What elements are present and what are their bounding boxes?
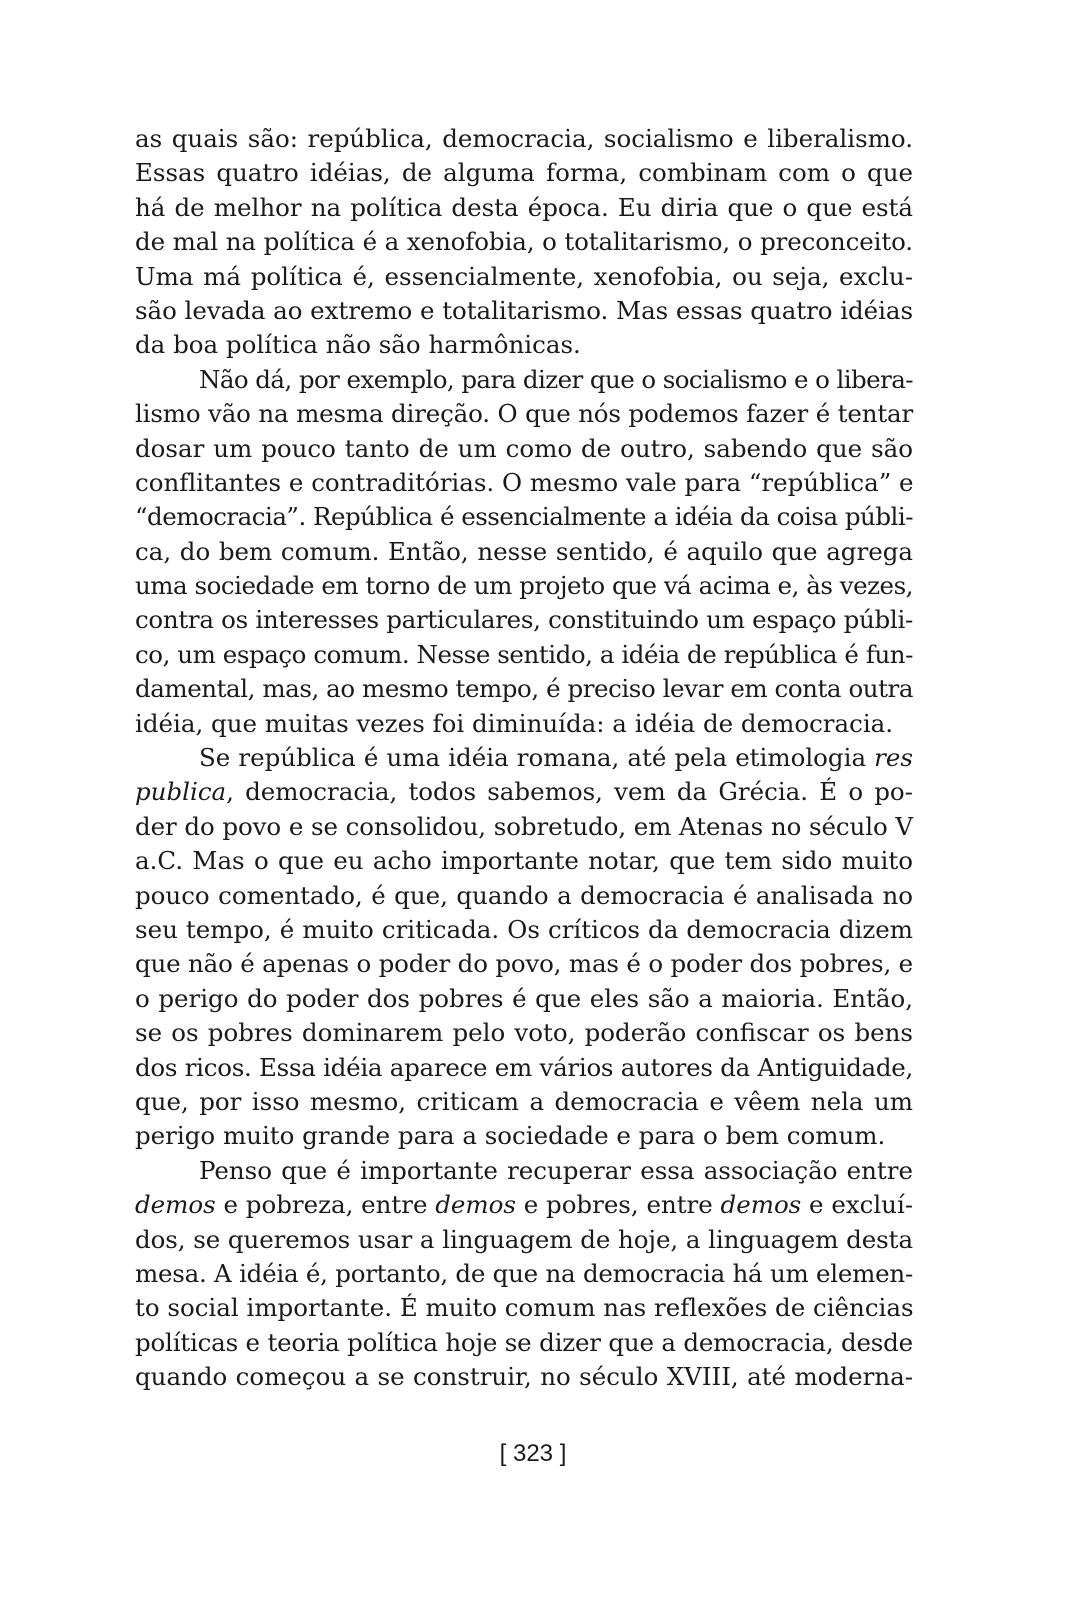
text-line: mesa. A idéia é, portanto, de que na democracia há um elemen- [135,1258,913,1288]
text-line: publica, democracia, todos sabemos, vem da Grécia. É o po- [135,777,913,807]
text-line: dos, se queremos usar a linguagem de hoje, a linguagem desta [135,1224,913,1254]
text-line: conflitantes e contraditórias. O mesmo vale para “república” e [135,467,914,497]
text-line: dosar um pouco tanto de um como de outro, sabendo que são [135,433,913,463]
text-line: quando começou a se construir, no século XVIII, até moderna- [135,1362,913,1392]
text-line: Essas quatro idéias, de alguma forma, combinam com o que [135,158,913,188]
text-line: políticas e teoria política hoje se dizer que a democracia, desde [135,1327,913,1357]
text-line: “democracia”. República é essencialmente a idéia da coisa públi- [135,502,913,532]
text-line: se os pobres dominarem pelo voto, poderão confiscar os bens [135,1018,913,1048]
text-line: perigo muito grande para a sociedade e para o bem comum. [135,1121,886,1151]
text-line: de mal na política é a xenofobia, o totalitarismo, o preconceito. [135,227,913,257]
text-line: Penso que é importante recuperar essa associação entre [199,1155,913,1185]
text-line: seu tempo, é muito criticada. Os críticos da democracia dizem [135,914,913,944]
text-line: ca, do bem comum. Então, nesse sentido, é aquilo que agrega [135,536,913,566]
text-line: que, por isso mesmo, criticam a democracia e vêem nela um [135,1086,913,1116]
text-line: idéia, que muitas vezes foi diminuída: a idéia de democracia. [135,708,894,738]
text-line: o perigo do poder dos pobres é que eles são a maioria. Então, [135,983,913,1013]
text-line: Se república é uma idéia romana, até pela etimologia res [199,743,913,773]
text-line: são levada ao extremo e totalitarismo. Mas essas quatro idéias [135,295,913,325]
text-line: damental, mas, ao mesmo tempo, é preciso levar em conta outra [135,674,913,704]
text-line: a.C. Mas o que eu acho importante notar, que tem sido muito [135,846,913,876]
text-line: pouco comentado, é que, quando a democracia é analisada no [135,880,913,910]
text-line: co, um espaço comum. Nesse sentido, a idéia de república é fun- [135,639,913,669]
text-line: lismo vão na mesma direção. O que nós podemos fazer é tentar [135,399,913,429]
text-line: der do povo e se consolidou, sobretudo, em Atenas no século V [135,811,913,841]
text-line: da boa política não são harmônicas. [135,330,581,360]
text-line: uma sociedade em torno de um projeto que vá acima e, às vezes, [135,571,913,601]
page-number: [ 323 ] [499,1440,567,1467]
text-line: Uma má política é, essencialmente, xenofobia, ou seja, exclu- [135,261,913,291]
text-line: contra os interesses particulares, constituindo um espaço públi- [135,605,913,635]
text-line: as quais são: república, democracia, socialismo e liberalismo. [135,124,913,153]
text-line: Não dá, por exemplo, para dizer que o socialismo e o libera- [199,364,913,394]
body-text [135,122,913,1394]
text-line: to social importante. É muito comum nas reflexões de ciências [135,1293,914,1323]
text-line: dos ricos. Essa idéia aparece em vários autores da Antiguidade, [135,1052,914,1082]
text-line: há de melhor na política desta época. Eu diria que o que está [135,192,913,222]
text-line: demos e pobreza, entre demos e pobres, entre demos e excluí- [135,1190,914,1220]
text-line: que não é apenas o poder do povo, mas é o poder dos pobres, e [135,949,913,979]
